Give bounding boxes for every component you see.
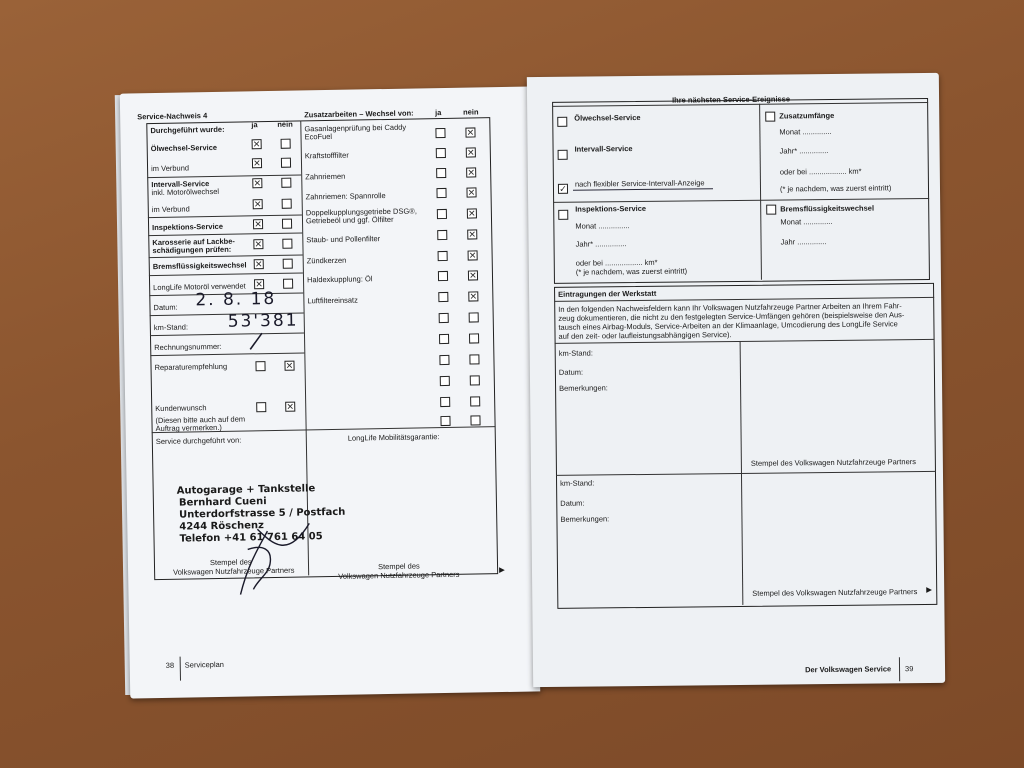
checkbox-zusatz-ja[interactable] xyxy=(440,397,450,407)
checkbox-brake-ja[interactable]: ✕ xyxy=(254,259,263,270)
zusatz-fuel-filter-label: Kraftstofffilter xyxy=(304,150,349,161)
checkbox-customer-nein[interactable]: ✕ xyxy=(286,401,295,412)
checkbox-intervall-verbund-nein[interactable] xyxy=(282,199,292,209)
zusatz-pollen-filter-label: Staub- und Pollenfilter xyxy=(306,234,381,245)
right-page xyxy=(527,73,945,687)
checkbox-zusatz-nein[interactable]: ✕ xyxy=(467,187,476,198)
checkbox-zusatz-nein[interactable]: ✕ xyxy=(466,147,475,158)
checkbox-zusatz-nein[interactable] xyxy=(470,396,480,406)
checkbox-zusatz-nein[interactable]: ✕ xyxy=(468,208,476,219)
zusatz-dsg-oil-label: Getriebeöl und ggf. Ölfilter xyxy=(305,214,394,226)
zusatz-haldex-label: Haldexkupplung: Öl xyxy=(306,274,373,285)
checkbox-zusatz-ja[interactable] xyxy=(440,376,450,386)
zusatz-header: Zusatzarbeiten – Wechsel von: xyxy=(304,108,414,120)
page-title: Service-Nachweis 4 xyxy=(137,111,208,122)
checkbox-zusatz-nein[interactable]: ✕ xyxy=(468,250,477,261)
workshop-text-line: auf den zeit- oder laufleistungsabhängigen Service). xyxy=(558,330,732,341)
entry2-stamp-caption: Stempel des Volkswagen Nutzfahrzeuge Partners xyxy=(752,587,918,598)
body-check-label: Karosserie auf Lackbe- xyxy=(152,236,235,248)
performed-header: Durchgeführt wurde: xyxy=(150,124,225,136)
checkbox-zusatz-ja[interactable] xyxy=(437,230,447,240)
checkbox-longlife-nein[interactable] xyxy=(283,279,293,289)
intervall-oil-label: inkl. Motorölwechsel xyxy=(151,186,220,198)
checkbox-repair-nein[interactable]: ✕ xyxy=(285,360,294,371)
checkbox-zusatz-nein[interactable] xyxy=(469,333,479,343)
oil-service-label: Ölwechsel-Service xyxy=(150,142,218,154)
checkbox-zusatz-nein[interactable] xyxy=(469,312,479,322)
entry2-date-label: Datum: xyxy=(560,498,585,508)
customer-request-note-2: Auftrag vermerken.) xyxy=(155,422,222,434)
checkbox-inspection-next[interactable] xyxy=(558,210,568,220)
stamp-line: Bernhard Cueni xyxy=(178,496,267,509)
checkbox-oil-ja[interactable]: ✕ xyxy=(252,139,261,150)
inspection-label: Inspektions-Service xyxy=(152,221,224,233)
entry1-date-label: Datum: xyxy=(558,367,584,377)
customer-request-note: (Diesen bitte auch auf dem xyxy=(155,414,246,426)
checkbox-zusatz-nein[interactable]: ✕ xyxy=(468,229,477,240)
checkbox-zusatz-nein[interactable] xyxy=(469,354,479,364)
zusatz-jahr: Jahr* .............. xyxy=(779,146,829,156)
next-events-title: Ihre nächsten Service-Ereignisse xyxy=(672,94,791,105)
entry1-km-label: km-Stand: xyxy=(558,348,593,358)
checkbox-oil-verbund-ja[interactable]: ✕ xyxy=(253,158,261,169)
checkbox-oil-next[interactable] xyxy=(557,117,567,127)
longlife-oil-label: LongLife Motoröl verwendet xyxy=(153,281,246,293)
checkbox-zusatz-nein[interactable] xyxy=(470,415,480,425)
handwritten-date: 2. 8. 18 xyxy=(195,288,277,311)
checkbox-zusatz-nein[interactable]: ✕ xyxy=(466,127,475,138)
checkbox-zusatz-ja[interactable] xyxy=(435,128,445,138)
zusatz-tensioner-label: Zahnriemen: Spannrolle xyxy=(305,191,386,202)
zusatz-monat: Monat .............. xyxy=(779,126,832,137)
handwritten-km: 53'381 xyxy=(227,310,299,332)
zusatz-dsg-label: Doppelkupplungsgetriebe DSG®, xyxy=(305,206,417,218)
checkbox-intervall-verbund-ja[interactable]: ✕ xyxy=(253,199,262,210)
zusatz-timing-belt-label: Zahnriemen xyxy=(305,171,346,182)
checkbox-zusatz-ja[interactable] xyxy=(437,209,447,219)
workshop-text-line: In den folgenden Nachweisfeldern kann Ihr Volkswagen Nutzfahrzeuge Partner Arbeiten an Ihrem Fahr- xyxy=(558,301,902,314)
date-label: Datum: xyxy=(153,302,178,313)
checkbox-zusatz-ja[interactable] xyxy=(438,292,448,302)
nein-header: nein xyxy=(277,119,293,129)
zusatz-spark-plugs-label: Zündkerzen xyxy=(306,255,347,266)
checkbox-zusatz-ja[interactable] xyxy=(436,188,446,198)
zusatz-oder: oder bei .................. km* xyxy=(779,166,862,177)
brake-monat: Monat .............. xyxy=(780,216,833,227)
checkbox-zusatz-ja[interactable] xyxy=(440,416,450,426)
checkbox-zusatz-ja[interactable] xyxy=(436,148,446,158)
intervall-service-label: Intervall-Service xyxy=(151,179,210,190)
checkbox-longlife-ja[interactable]: ✕ xyxy=(255,279,263,290)
checkbox-oil-verbund-nein[interactable] xyxy=(281,158,291,168)
checkbox-zusatz-nein[interactable] xyxy=(470,375,480,385)
longlife-guarantee-label: LongLife Mobilitätsgarantie: xyxy=(347,432,440,443)
checkbox-zusatz-ja[interactable] xyxy=(439,355,449,365)
checkbox-intervall-nein[interactable] xyxy=(281,178,291,188)
checkbox-zusatz-ja[interactable] xyxy=(438,251,448,261)
stamp-line: Autogarage + Tankstelle xyxy=(176,483,316,497)
checkbox-flex-next[interactable]: ✓ xyxy=(559,183,567,194)
invoice-number-label: Rechnungsnummer: xyxy=(154,341,222,353)
brake-jahr: Jahr .............. xyxy=(780,237,827,247)
checkbox-inspection-nein[interactable] xyxy=(282,219,292,229)
stamp-line: Unterdorfstrasse 5 / Postfach xyxy=(179,506,346,521)
stamp-caption-1: Stempel des xyxy=(209,557,252,568)
stamp-caption-2: Volkswagen Nutzfahrzeuge Partners xyxy=(173,565,295,577)
zusatz-ja-header: ja xyxy=(435,108,442,118)
left-page xyxy=(120,86,540,698)
checkbox-body-ja[interactable]: ✕ xyxy=(254,239,263,250)
checkbox-intervall-next[interactable] xyxy=(558,150,568,160)
checkbox-repair-ja[interactable] xyxy=(255,361,265,371)
zusatz-note: (* je nachdem, was zuerst eintritt) xyxy=(779,183,892,194)
checkbox-body-nein[interactable] xyxy=(282,239,292,249)
intervall-next-label: Intervall-Service xyxy=(574,144,633,154)
arrow-right-icon: ▶ xyxy=(499,564,505,575)
arrow-right-icon: ▶ xyxy=(926,584,933,595)
checkbox-zusatz-ja[interactable] xyxy=(439,334,449,344)
inspection-next-label: Inspektions-Service xyxy=(575,203,647,214)
checkbox-oil-nein[interactable] xyxy=(281,139,291,149)
workshop-text-line: zeug dokumentieren, die nicht zu den festgelegten Service-Umfängen gehören (beispielsweise den Aus- xyxy=(558,310,905,323)
checkbox-brake-next[interactable] xyxy=(766,205,776,215)
stamp-line: Telefon +41 61 761 64 05 xyxy=(179,531,323,545)
checkbox-zusatz-ja[interactable] xyxy=(436,168,446,178)
entry2-km-label: km-Stand: xyxy=(560,478,595,488)
service-by-label: Service durchgeführt von: xyxy=(155,435,242,447)
checkbox-zusatz-next[interactable] xyxy=(765,112,775,122)
stamp-caption-4: Volkswagen Nutzfahrzeuge Partners xyxy=(338,569,460,581)
checkbox-brake-nein[interactable] xyxy=(283,259,293,269)
page-number-right: 39 xyxy=(904,664,914,674)
zusatz-air-filter-label: Luftfiltereinsatz xyxy=(307,295,358,306)
stamp-line: 4244 Röschenz xyxy=(179,520,265,533)
zusatz-gas-label: Gasanlagenprüfung bei Caddy xyxy=(304,122,407,134)
inspection-oder: oder bei .................. km* xyxy=(575,257,658,268)
zusatz-next-label: Zusatzumfänge xyxy=(779,110,835,121)
workshop-text-line: tausch eines Airbag-Moduls, Service-Arbeiten an der Klimaanlage, Umcodierung des LongLife Service xyxy=(558,319,898,332)
ja-header: ja xyxy=(251,120,258,130)
checkbox-inspection-ja[interactable]: ✕ xyxy=(254,219,262,230)
flex-interval-label: nach flexibler Service-Intervall-Anzeige xyxy=(574,178,705,189)
repair-recommendation-label: Reparaturempfehlung xyxy=(154,361,228,373)
checkbox-zusatz-nein[interactable]: ✕ xyxy=(469,270,477,281)
intervall-verbund-label: im Verbund xyxy=(151,204,190,215)
zusatz-ecofuel-label: EcoFuel xyxy=(304,131,333,142)
entry1-stamp-caption: Stempel des Volkswagen Nutzfahrzeuge Partners xyxy=(750,457,917,468)
customer-request-label: Kundenwunsch xyxy=(155,403,207,414)
workshop-entries-title: Eintragungen der Werkstatt xyxy=(558,288,657,299)
checkbox-zusatz-ja[interactable] xyxy=(439,313,449,323)
brake-next-label: Bremsflüssigkeitswechsel xyxy=(780,203,875,214)
km-label: km-Stand: xyxy=(153,322,189,333)
footer-left: Serviceplan xyxy=(184,659,225,670)
inspection-monat: Monat ............... xyxy=(575,221,630,231)
checkbox-zusatz-nein[interactable]: ✕ xyxy=(467,167,476,178)
zusatz-nein-header: nein xyxy=(463,107,479,117)
oil-verbund-label: im Verbund xyxy=(150,163,190,174)
oil-next-label: Ölwechsel-Service xyxy=(574,112,641,123)
inspection-jahr: Jahr* ............... xyxy=(575,239,627,249)
checkbox-zusatz-ja[interactable] xyxy=(438,271,448,281)
entry2-remarks-label: Bemerkungen: xyxy=(560,514,610,524)
inspection-note: (* je nachdem, was zuerst eintritt) xyxy=(575,266,688,277)
checkbox-customer-ja[interactable] xyxy=(256,402,266,412)
stamp-caption-3: Stempel des xyxy=(377,561,420,572)
body-check-label-2: schädigungen prüfen: xyxy=(152,244,232,256)
brake-fluid-label: Bremsflüssigkeitswechsel xyxy=(152,260,247,272)
entry1-remarks-label: Bemerkungen: xyxy=(559,383,608,393)
checkbox-intervall-ja[interactable]: ✕ xyxy=(253,178,262,189)
page-number-left: 38 xyxy=(165,660,175,670)
checkbox-zusatz-nein[interactable]: ✕ xyxy=(469,291,478,302)
invoice-stroke-icon xyxy=(242,331,272,352)
footer-right: Der Volkswagen Service xyxy=(804,664,892,675)
